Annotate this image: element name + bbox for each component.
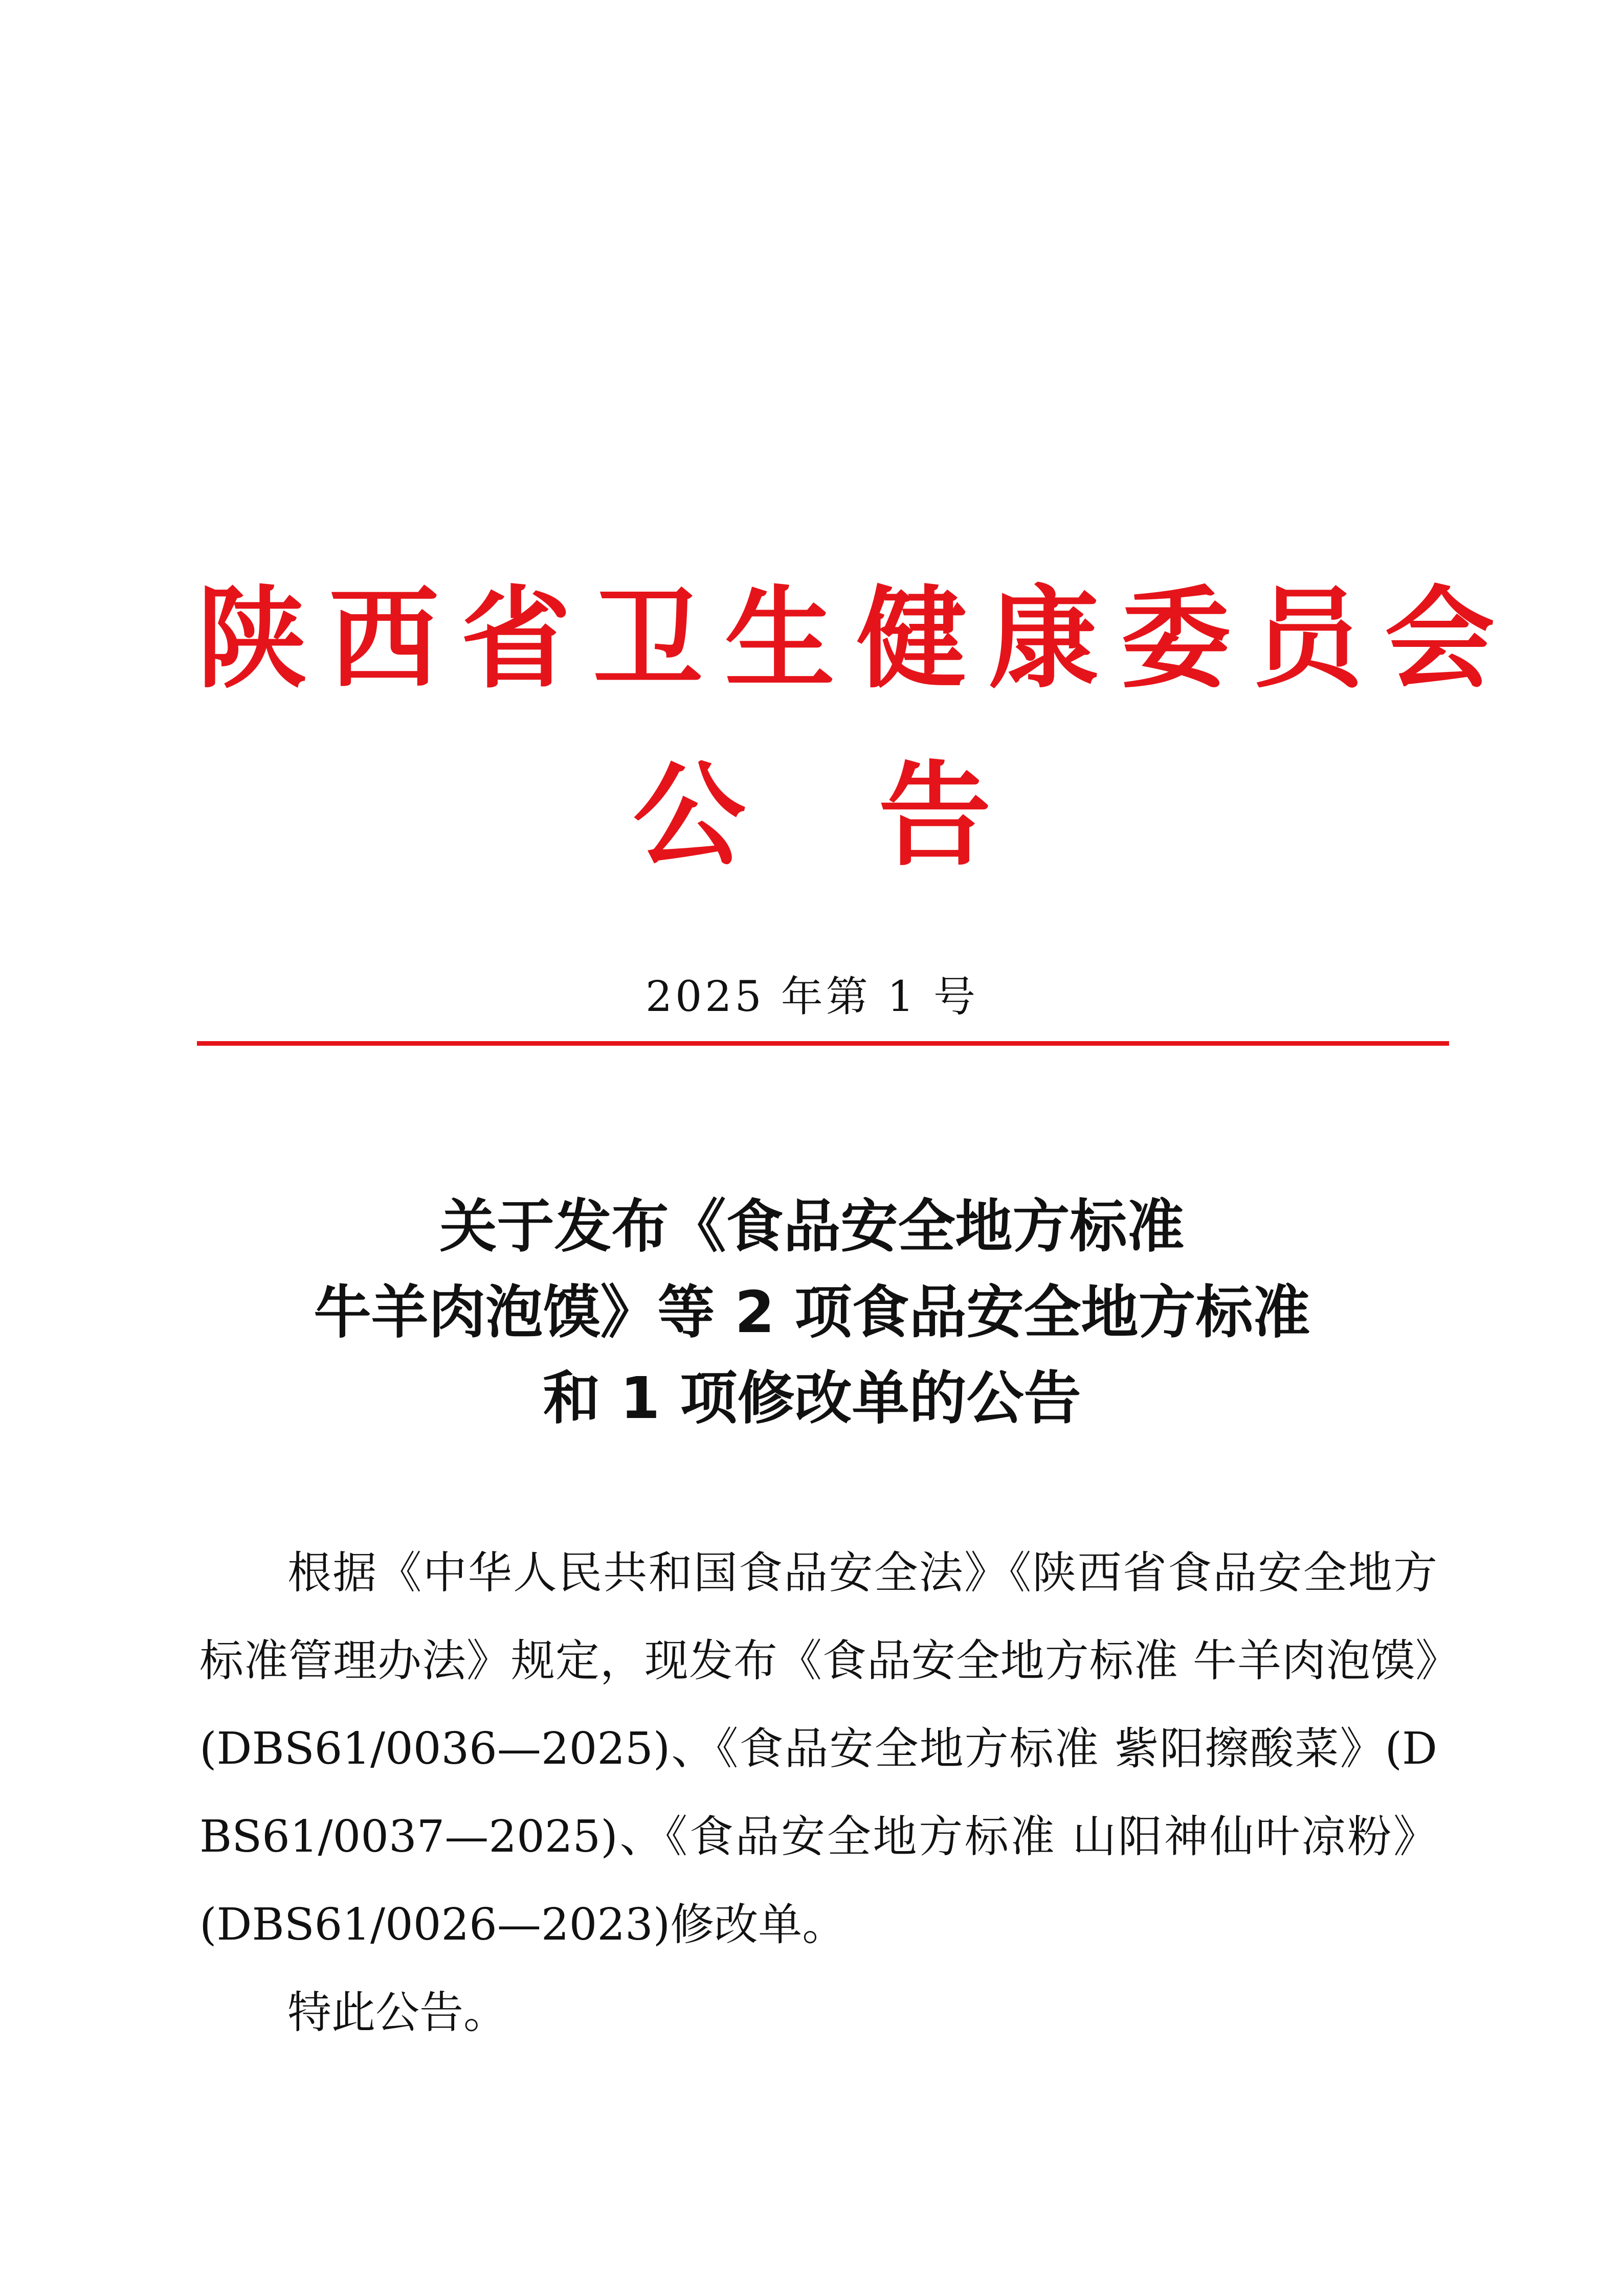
notice-heading-char-1: 公: [633, 750, 746, 881]
announcement-body: [199, 1529, 1437, 2057]
title-line-1: 关于发布《食品安全地方标准: [439, 1194, 1185, 1260]
announcement-title: [0, 1184, 1624, 1442]
title-line-2: 牛羊肉泡馍》等 2 项食品安全地方标准: [314, 1279, 1310, 1346]
notice-heading-char-2: 告: [878, 750, 991, 881]
document-number: 2025 年第 1 号: [645, 973, 979, 1021]
red-divider-line: [197, 1041, 1449, 1046]
title-line-3: 和 1 项修改单的公告: [543, 1365, 1081, 1432]
notice-heading: [0, 749, 1624, 882]
issuing-organization: 陕西省卫生健康委员会: [197, 575, 1517, 703]
closing-paragraph: 特此公告。: [287, 1987, 507, 2038]
body-paragraph: 根据《中华人民共和国食品安全法》《陕西省食品安全地方标准管理办法》规定，现发布《食品安全地方标准 牛羊肉泡馍》(DBS61/0036—2025)、《食品安全地方标准 紫阳擦酸菜》(DBS61/0037—2025)、《食品安全地方标准 山阳神仙叶凉粉》(DBS61/0026—2023)修改单。: [199, 1547, 1437, 1950]
